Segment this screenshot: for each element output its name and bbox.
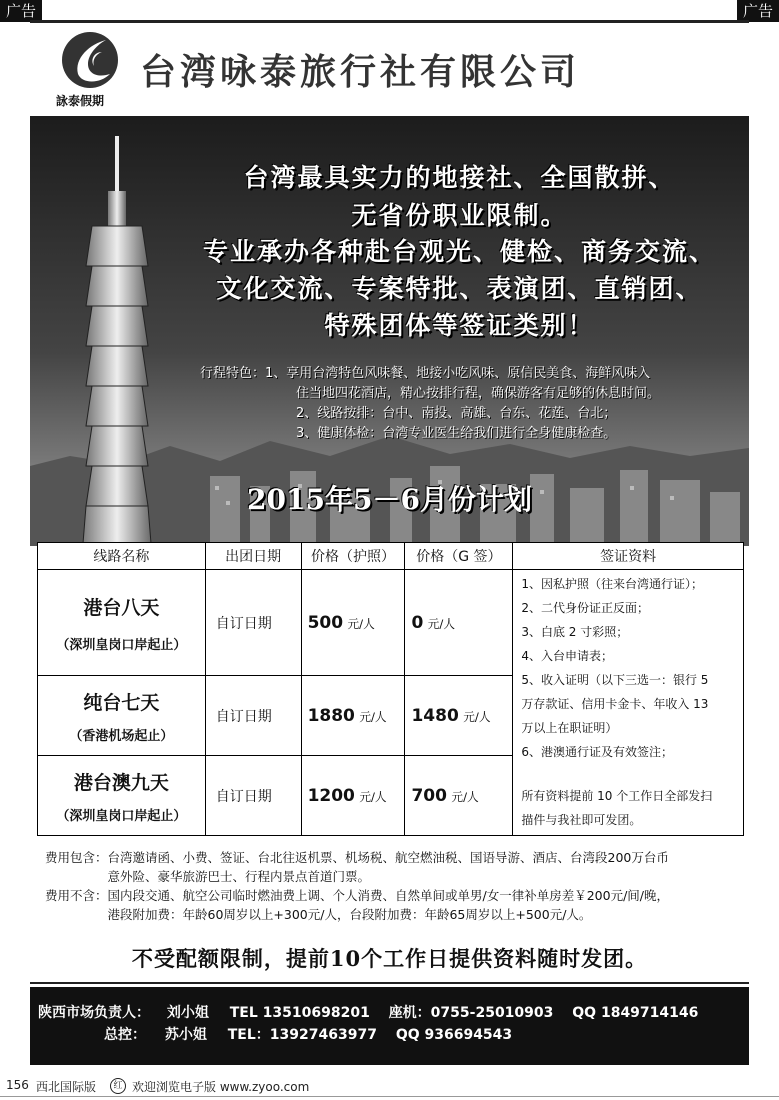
section-divider [30,982,749,984]
departure-date: 自订日期 [205,676,301,756]
plan-title: 2015年5－6月份计划 [247,483,532,516]
contact-person: 苏小姐 [164,1027,207,1043]
red-badge-icon: 红 [110,1078,126,1094]
no-quota-notice: 不受配额限制，提前10个工作日提供资料随时发团。 [131,946,648,971]
route-origin: （深圳皇岗口岸起止） [56,808,187,824]
slogan-line-4: 文化交流、专案特批、表演团、直销团、 [216,274,703,303]
price-g-visa: 1480 [411,705,459,726]
visa-item: 1、因私护照（往来台湾通行证）； [521,577,703,591]
visa-item: 万存款证、信用卡金卡、年收入 13 [521,697,709,711]
price-passport: 500 [307,612,344,633]
column-header: 线路名称 [38,543,206,570]
contact-person: 刘小姐 [166,1005,209,1021]
visa-item: 6、港澳通行证及有效签注； [521,745,673,759]
visa-requirements [513,570,744,836]
company-name: 台湾咏泰旅行社有限公司 [140,52,581,93]
price-unit: 元/人 [451,789,479,804]
price-unit: 元/人 [463,709,491,724]
visa-item: 万以上在职证明） [521,721,618,735]
price-unit: 元/人 [427,616,455,631]
route-origin: （香港机场起止） [69,728,174,744]
edition-name: 西北国际版 [36,1080,97,1094]
fees-excluded-label: 费用不含： [45,888,108,903]
slogan-line-3: 专业承办各种赴台观光、健检、商务交流、 [202,237,716,266]
slogan-line-1: 台湾最具实力的地接社、全国散拼、 [243,163,676,192]
route-name: 纯台七天 [83,691,160,714]
departure-date: 自订日期 [205,756,301,836]
price-passport: 1880 [307,705,355,726]
ad-tag-left: 广告 [0,0,42,22]
footer-text: 欢迎浏览电子版 www.zyoo.com [132,1080,310,1094]
visa-item: 5、收入证明（以下三选一：银行 5 [521,673,709,687]
page-number: 156 [6,1078,29,1092]
contact-tel: TEL：13927463977 [227,1027,377,1043]
fees-excluded-line: 港段附加费：年龄60周岁以上+300元/人，台段附加费：年龄65周岁以上+500元/人。 [107,907,592,922]
price-unit: 元/人 [347,616,375,631]
contact-tel: TEL 13510698201 [229,1005,370,1021]
features-label: 行程特色： [200,366,266,381]
itinerary-table [37,542,744,836]
slogan-line-5: 特殊团体等签证类别！ [324,311,595,340]
header [30,24,749,116]
column-header: 价格（护照） [301,543,405,570]
fees-included-line: 意外险、豪华旅游巴士、行程内景点首道门票。 [107,869,371,884]
route-origin: （深圳皇岗口岸起止） [56,637,187,653]
footer-divider [0,1096,779,1097]
route-name: 港台八天 [83,596,160,619]
company-logo-icon [60,30,124,90]
price-unit: 元/人 [359,709,387,724]
visa-item: 3、白底 2 寸彩照； [521,625,629,639]
column-header: 签证资料 [513,543,744,570]
feature-item: 住当地四花酒店，精心按排行程，确保游客有足够的休息时间。 [296,386,661,401]
table-row [38,570,744,676]
fee-details [45,848,745,924]
contact-label: 总控： [104,1027,146,1043]
visa-note: 描件与我社即可发团。 [521,813,642,827]
contact-qq: QQ 936694543 [395,1027,513,1043]
contact-qq: QQ 1849714146 [572,1005,699,1021]
price-g-visa: 0 [411,612,424,633]
trip-features [200,364,740,444]
ad-tag-right: 广告 [737,0,779,22]
table-header-row [38,543,744,570]
contact-label: 陕西市场负责人： [38,1005,150,1021]
fees-excluded-line: 国内段交通、航空公司临时燃油费上调、个人消费、自然单间或单男/女一律补单房差￥200元/间/晚， [107,888,670,903]
feature-item: 2、线路按排：台中、南投、高雄、台东、花莲、台北； [296,406,617,421]
logo-subtitle: 詠泰假期 [56,94,105,108]
contact-bar [30,987,749,1065]
fees-included-line: 台湾邀请函、小费、签证、台北往返机票、机场税、航空燃油税、国语导游、酒店、台湾段200万台币 [107,850,669,865]
price-passport: 1200 [307,785,355,806]
feature-item: 3、健康体检：台湾专业医生给我们进行全身健康检查。 [296,426,617,441]
contact-landline: 座机：0755-25010903 [388,1005,554,1021]
price-unit: 元/人 [359,789,387,804]
price-g-visa: 700 [411,785,447,806]
slogan-line-2: 无省份职业限制。 [351,201,568,230]
fees-included-label: 费用包含： [45,850,108,865]
column-header: 价格（G 签） [405,543,513,570]
visa-item: 2、二代身份证正反面； [521,601,649,615]
hero-banner [30,116,749,546]
departure-date: 自订日期 [205,570,301,676]
column-header: 出团日期 [205,543,301,570]
top-divider [30,20,749,23]
visa-note: 所有资料提前 10 个工作日全部发扫 [521,789,713,803]
route-name: 港台澳九天 [73,771,169,794]
visa-item: 4、入台申请表； [521,649,613,663]
feature-item: 1、享用台湾特色风味餐、地接小吃风味、原信民美食、海鲜风味入 [265,366,651,381]
